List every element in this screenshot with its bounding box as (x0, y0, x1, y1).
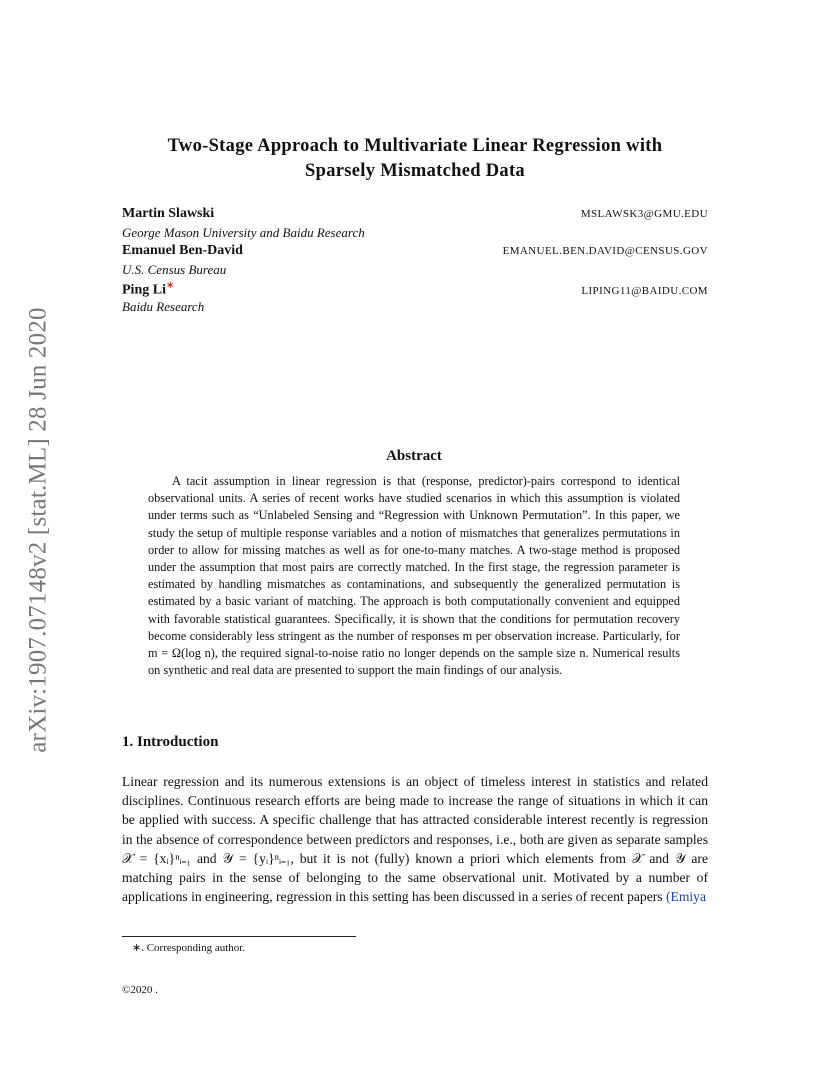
author-affiliation: George Mason University and Baidu Research (122, 225, 365, 240)
paper-title (110, 134, 720, 184)
footnote: ∗. Corresponding author. (132, 942, 246, 954)
abstract-heading: Abstract (386, 448, 442, 464)
introduction-paragraph (122, 772, 708, 906)
author-affiliation: U.S. Census Bureau (122, 262, 227, 277)
author-name: Emanuel Ben-David (122, 243, 243, 258)
footnote-divider (122, 936, 356, 937)
author-name: Ping Li∗ (122, 280, 175, 298)
title-line-2: Sparsely Mismatched Data (305, 161, 525, 181)
author-email[interactable]: EMANUEL.BEN.DAVID@CENSUS.GOV (502, 245, 708, 257)
author-row (122, 280, 708, 299)
author-name: Martin Slawski (122, 206, 215, 221)
section-heading-introduction: 1. Introduction (122, 734, 219, 750)
citation-link[interactable]: (Emiya (665, 889, 706, 905)
copyright-notice: ©2020 . (122, 984, 158, 996)
author-affiliation: Baidu Research (122, 299, 205, 314)
abstract-text: A tacit assumption in linear regression is that (response, predictor)-pairs correspond to identical observational units. A series of recent works have studied scenarios in which this assumption is violated under terms such as “Unlabeled Sensing and “Regression with Unknown Permutation”. In this paper, we study the setup of multiple response variables and a notion of mismatches that generalizes permutations in order to allow for missing matches as well as for one-to-many matches. A two-stage method is proposed under the assumption that most pairs are correctly matched. In the first stage, the regression parameter is estimated by handling mismatches as contaminations, and subsequently the generalized permutation is estimated by a basic variant of matching. The approach is both computationally convenient and equipped with favorable statistical guarantees. Specifically, it is shown that the conditions for permutation recovery become considerably less stringent as the number of responses m per observation increase. Particularly, for m = Ω(log n), the required signal-to-noise ratio no longer depends on the sample size n. Numerical results on synthetic and real data are presented to support the main findings of our analysis. (148, 474, 680, 678)
arxiv-stamp (26, 285, 52, 775)
author-email[interactable]: MSLAWSK3@GMU.EDU (580, 208, 708, 220)
arxiv-stamp-text: arXiv:1907.07148v2 [stat.ML] 28 Jun 2020 (25, 307, 52, 753)
author-row (122, 243, 708, 262)
introduction-text: Linear regression and its numerous extensions is an object of timeless interest in statistics and related disciplines. Continuous research efforts are being made to increase the range of situations in which it can be applied with success. A specific challenge that has attracted considerable interest recently is regression in the absence of correspondence between predictors and responses, i.e., both are given as separate samples 𝒳 = {xᵢ}ⁿᵢ₌₁ and 𝒴 = {yᵢ}ⁿᵢ₌₁, but it is not (fully) known a priori which elements from 𝒳 and 𝒴 are matching pairs in the sense of belonging to the same observational unit. Motivated by a number of applications in engineering, regression in this setting has been discussed in a series of recent papers (122, 774, 708, 905)
title-line-1: Two-Stage Approach to Multivariate Linear Regression with (167, 136, 663, 156)
author-block (122, 206, 708, 317)
author-email[interactable]: LIPING11@BAIDU.COM (581, 284, 708, 297)
author-row (122, 206, 708, 225)
corresponding-author-marker[interactable]: ∗ (165, 280, 175, 291)
